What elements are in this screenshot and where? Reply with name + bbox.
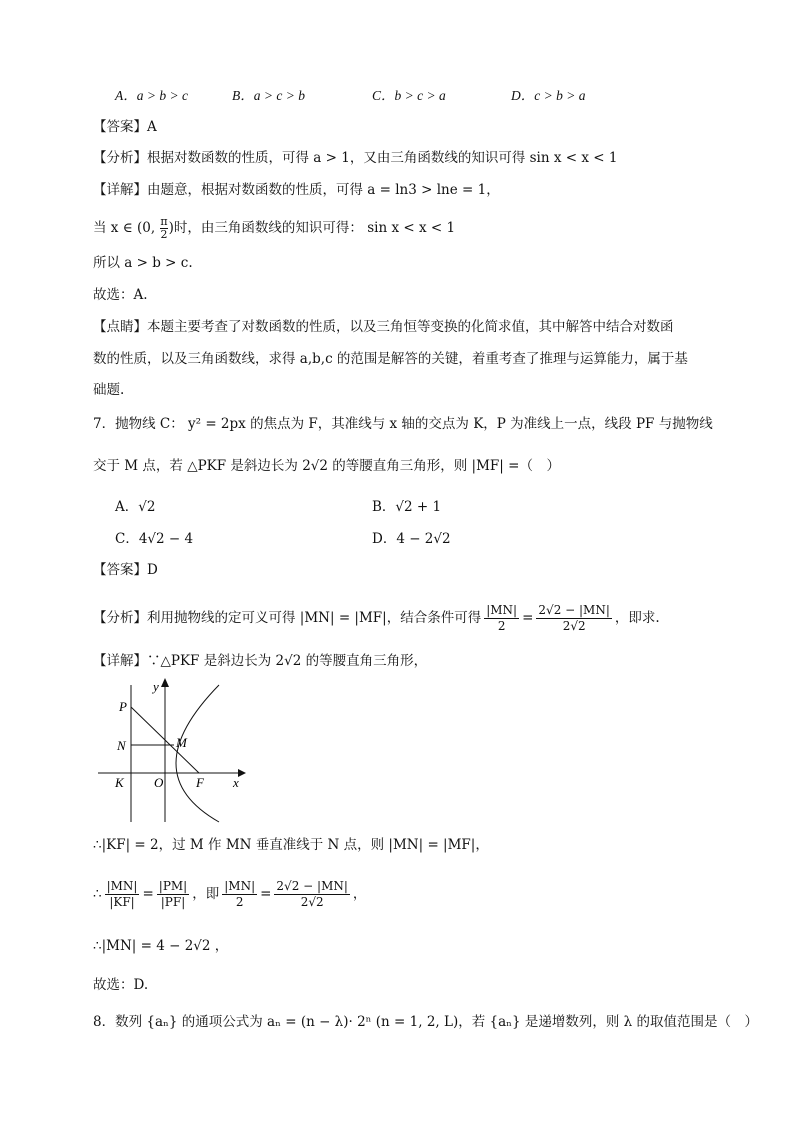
label-n: N xyxy=(117,738,126,753)
x-axis-arrow xyxy=(238,769,246,777)
conclusion-text: 所以 a > b > c. xyxy=(93,255,193,271)
choice-text: 故选：A. xyxy=(93,287,148,303)
answer-label: 【答案】A xyxy=(93,119,157,135)
option-b: B．a > c > b xyxy=(232,88,305,103)
parabola-curve xyxy=(176,685,219,822)
comment-text-2: 数的性质，以及三角函数线，求得 a,b,c 的范围是解答的关键，着重考查了推理与运算能力，属于基 xyxy=(93,351,688,367)
question-7-stem-1: 7．抛物线 C： y² = 2px 的焦点为 F，其准线与 x 轴的交点为 K，P 为准线上一点，线段 PF 与抛物线 xyxy=(93,416,713,432)
option-c: C．b > c > a xyxy=(372,88,446,103)
q7-option-c: C．4√2 − 4 xyxy=(115,531,194,547)
label-p: P xyxy=(119,699,127,714)
comment-text-1: 【点睛】本题主要考查了对数函数的性质，以及三角恒等变换的化简求值，其中解答中结合对数函 xyxy=(93,319,674,335)
q7-answer-label: 【答案】D xyxy=(93,562,158,578)
label-m: M xyxy=(176,735,187,750)
q7-detail-4: ∴|MN| = 4 − 2√2 ， xyxy=(93,938,229,954)
parabola-figure xyxy=(93,677,253,825)
question-7-stem-2: 交于 M 点，若 △PKF 是斜边长为 2√2 的等腰直角三角形，则 |MF| =（ ） xyxy=(93,458,560,474)
q7-analysis-text: 【分析】利用抛物线的定可义可得 |MN| = |MF|，结合条件可得 $\frac{|MN|}{2}$ = $\frac{2√2 - |MN|}{2√2}$ ，即求. xyxy=(93,602,660,633)
q7-detail-2: ∴|KF| = 2，过 M 作 MN 垂直准线于 N 点，则 |MN| = |MF|， xyxy=(93,837,489,853)
q7-detail-text: 【详解】∵△PKF 是斜边长为 2√2 的等腰直角三角形， xyxy=(93,653,428,669)
option-d: D．c > b > a xyxy=(511,88,586,103)
q7-option-d: D．4 − 2√2 xyxy=(372,531,451,547)
y-axis-arrow xyxy=(161,678,169,687)
detail-text-interval: 当 x ∈ (0, $\frac{\pi}{2}$ )时，由三角函数线的知识可得： sin x < x < 1 xyxy=(93,215,456,241)
label-o: O xyxy=(154,775,164,790)
detail-text: 【详解】由题意，根据对数函数的性质，可得 a = ln3 > lne = 1， xyxy=(93,182,500,198)
analysis-text: 【分析】根据对数函数的性质，可得 a > 1，又由三角函数线的知识可得 sin x < x < 1 xyxy=(93,150,618,166)
q7-option-b: B．√2 + 1 xyxy=(372,499,442,515)
label-k: K xyxy=(115,775,124,790)
label-y: y xyxy=(153,679,159,694)
question-8-stem: 8．数列 {aₙ} 的通项公式为 aₙ = (n − λ)· 2ⁿ (n = 1, 2, L)，若 {aₙ} 是递增数列，则 λ 的取值范围是（ ） xyxy=(93,1014,759,1030)
q7-option-a: A．√2 xyxy=(115,499,156,515)
label-x: x xyxy=(233,775,239,790)
label-f: F xyxy=(196,775,204,790)
option-a: A．a > b > c xyxy=(115,88,188,103)
comment-text-3: 础题. xyxy=(93,382,125,398)
q7-detail-3: ∴ $\frac{|MN|}{|KF|}$ = $\frac{|PM|}{|PF|}$ ，即 $\frac{|MN|}{2}$ = $\frac{2√2 - |MN|}{2√2}$ ， xyxy=(93,878,367,909)
q7-detail-5: 故选：D. xyxy=(93,977,149,993)
